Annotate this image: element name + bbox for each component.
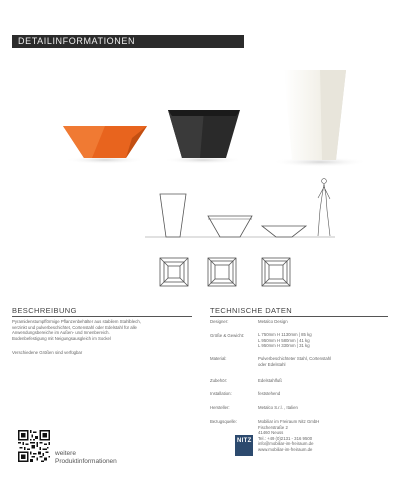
- white-planter-photo: [272, 70, 368, 167]
- black-planter-photo: [163, 110, 243, 164]
- description-line: Pyramidenstumpfförmige Pflanzenbehälter aus stabilem Stahlblech,: [12, 319, 141, 324]
- more-product-info-link[interactable]: [55, 450, 117, 466]
- material-label: Material:: [210, 356, 227, 361]
- website-link[interactable]: www.mobiliar-im-freiraum.de: [258, 446, 313, 452]
- size-line: L 750mm H 1130mm | 85 kg: [258, 332, 312, 337]
- source-line: Mobiliar im Freiraum Nitz GmbH: [258, 419, 320, 424]
- more-info-line: Produktinformationen: [55, 458, 117, 465]
- manufacturer-label: Hersteller:: [210, 405, 230, 410]
- nitz-logo-text: NITZ: [237, 438, 252, 444]
- description-divider: [12, 316, 192, 317]
- medium-planter-plan: [208, 258, 236, 286]
- tall-planter-elevation: [160, 194, 186, 237]
- person-scale-figure: [318, 179, 330, 236]
- source-address: [258, 419, 319, 453]
- size-line: L 950mm H 330mm | 31 kg: [258, 343, 310, 349]
- description-line: verzinkt und pulverbeschichtet, Cortenstahl oder Edelstahl für alle: [12, 324, 137, 330]
- sizes-note: Verschiedene Größen sind verfügbar: [12, 350, 83, 355]
- material-value: [258, 356, 331, 367]
- product-photos: [0, 58, 400, 178]
- low-planter-plan: [262, 258, 290, 286]
- accessory-value: Edelstahlfuß: [258, 378, 282, 383]
- technical-drawings: [0, 172, 400, 302]
- source-label: Bezugsquelle:: [210, 419, 237, 424]
- size-weight-label: Größe & Gewicht:: [210, 333, 245, 338]
- section-header-title: DETAILINFORMATIONEN: [18, 36, 136, 46]
- description-line: Bodenbefestigung mit Neigungsausgleich im Sockel: [12, 335, 111, 341]
- section-header-bar: [12, 35, 244, 48]
- material-line: oder Edelstahl: [258, 361, 286, 367]
- low-planter-elevation: [262, 226, 306, 237]
- installation-label: Installation:: [210, 391, 232, 396]
- source-line: 41460 Neuss: [258, 430, 284, 436]
- designer-value: Metalco Design: [258, 319, 288, 324]
- description-line: Anwendungsbereiche im Außen- und Innenbereich.: [12, 330, 110, 336]
- material-line: Pulverbeschichteter Stahl, Cortenstahl: [258, 356, 332, 361]
- source-line: Fischerstraße 2: [258, 424, 288, 430]
- manufacturer-value: Metalco S.r.l. , Italien: [258, 405, 298, 410]
- installation-value: feststehend: [258, 391, 281, 396]
- tech-data-title: TECHNISCHE DATEN: [210, 306, 293, 315]
- source-line: Tel.: +49 (0)2131 - 316 9500: [258, 435, 313, 441]
- tech-data-divider: [210, 316, 388, 317]
- email-link[interactable]: info@mobiliar-im-freiraum.de: [258, 441, 314, 447]
- qr-code[interactable]: [18, 430, 50, 462]
- description-text: [12, 319, 197, 341]
- more-info-line: weitere: [55, 450, 76, 457]
- nitz-logo: [235, 435, 253, 456]
- description-title: BESCHREIBUNG: [12, 306, 77, 315]
- tall-planter-plan: [160, 258, 188, 286]
- size-line: L 950mm H 580mm | 41 kg: [258, 337, 310, 343]
- designer-label: Designer:: [210, 319, 229, 324]
- orange-planter-photo: [63, 126, 147, 164]
- accessory-label: Zubehör:: [210, 378, 228, 383]
- size-weight-values: [258, 332, 312, 349]
